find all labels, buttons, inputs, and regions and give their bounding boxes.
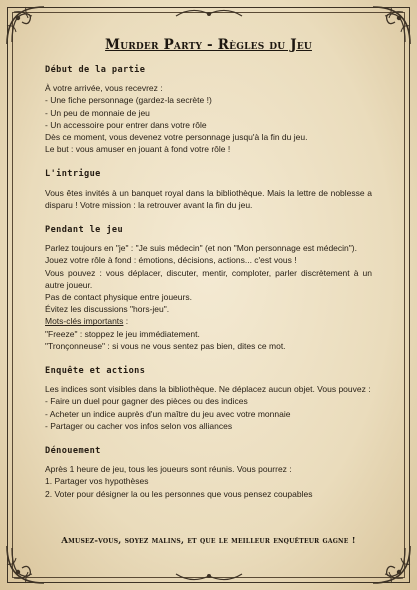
page-title: Murder Party - Règles du Jeu — [105, 37, 312, 53]
section-enquete — [45, 365, 372, 432]
corner-ornament-icon — [4, 542, 48, 586]
text-line: Le but : vous amuser en jouant à fond votre rôle ! — [45, 144, 231, 155]
flourish-icon — [174, 570, 244, 584]
text-line: À votre arrivée, vous recevrez : — [45, 83, 163, 94]
paragraph: Les indices sont visibles dans la bibliothèque. Ne déplacez aucun objet. Vous pouvez : — [45, 384, 371, 395]
flourish-icon — [174, 6, 244, 20]
text-line: Dès ce moment, vous devenez votre personnage jusqu'à la fin du jeu. — [45, 132, 308, 143]
text-line: - Partager ou cacher vos infos selon vos alliances — [45, 420, 233, 431]
paragraph: Parlez toujours en "je" : "Je suis médecin" (et non "Mon personnage est médecin"). — [45, 243, 357, 254]
section-denouement — [45, 445, 372, 500]
text-line: - Acheter un indice auprès d'un maître du jeu avec votre monnaie — [45, 408, 291, 419]
keywords-label: Mots-clés importants — [45, 316, 124, 327]
corner-ornament-icon — [369, 542, 413, 586]
text-line: Après 1 heure de jeu, tous les joueurs sont réunis. Vous pourrez : — [45, 464, 292, 475]
keywords-label-line — [45, 315, 372, 327]
rules-content — [45, 64, 372, 513]
closing-message: Amusez-vous, soyez malins, et que le meilleur enquêteur gagne ! — [61, 536, 356, 546]
text-line: - Faire un duel pour gagner des pièces ou des indices — [45, 396, 248, 407]
section-heading: L'intrigue — [45, 169, 101, 180]
text-line: Pas de contact physique entre joueurs. — [45, 292, 192, 303]
text-line: 2. Voter pour désigner la ou les personnes que vous pensez coupables — [45, 488, 313, 499]
section-pendant — [45, 224, 372, 352]
section-intrigue — [45, 168, 372, 211]
section-heading: Dénouement — [45, 446, 101, 457]
text-line: Jouez votre rôle à fond : émotions, décisions, actions... c'est vous ! — [45, 255, 297, 266]
text-line: - Un accessoire pour entrer dans votre rôle — [45, 119, 207, 130]
section-debut — [45, 64, 372, 155]
paragraph: Vous êtes invités à un banquet royal dans la bibliothèque. Mais la lettre de noblesse a disparu ! Votre mission : la retrouver avant la fin du jeu. — [45, 187, 372, 210]
section-heading: Début de la partie — [45, 65, 146, 75]
text-line: Évitez les discussions "hors-jeu". — [45, 304, 170, 315]
section-heading: Enquête et actions — [45, 366, 146, 377]
keyword-item: "Freeze" : stoppez le jeu immédiatement. — [45, 328, 200, 339]
paragraph: Vous pouvez : vous déplacer, discuter, mentir, comploter, parler discrètement à un autre joueur. — [45, 267, 372, 290]
keywords-suffix: : — [123, 316, 129, 327]
text-line: - Un peu de monnaie de jeu — [45, 107, 150, 118]
text-line: 1. Partager vos hypothèses — [45, 476, 149, 487]
section-heading: Pendant le jeu — [45, 225, 124, 236]
text-line: - Une fiche personnage (gardez-la secrète !) — [45, 95, 212, 106]
keyword-item: "Tronçonneuse" : si vous ne vous sentez pas bien, dites ce mot. — [45, 340, 286, 351]
